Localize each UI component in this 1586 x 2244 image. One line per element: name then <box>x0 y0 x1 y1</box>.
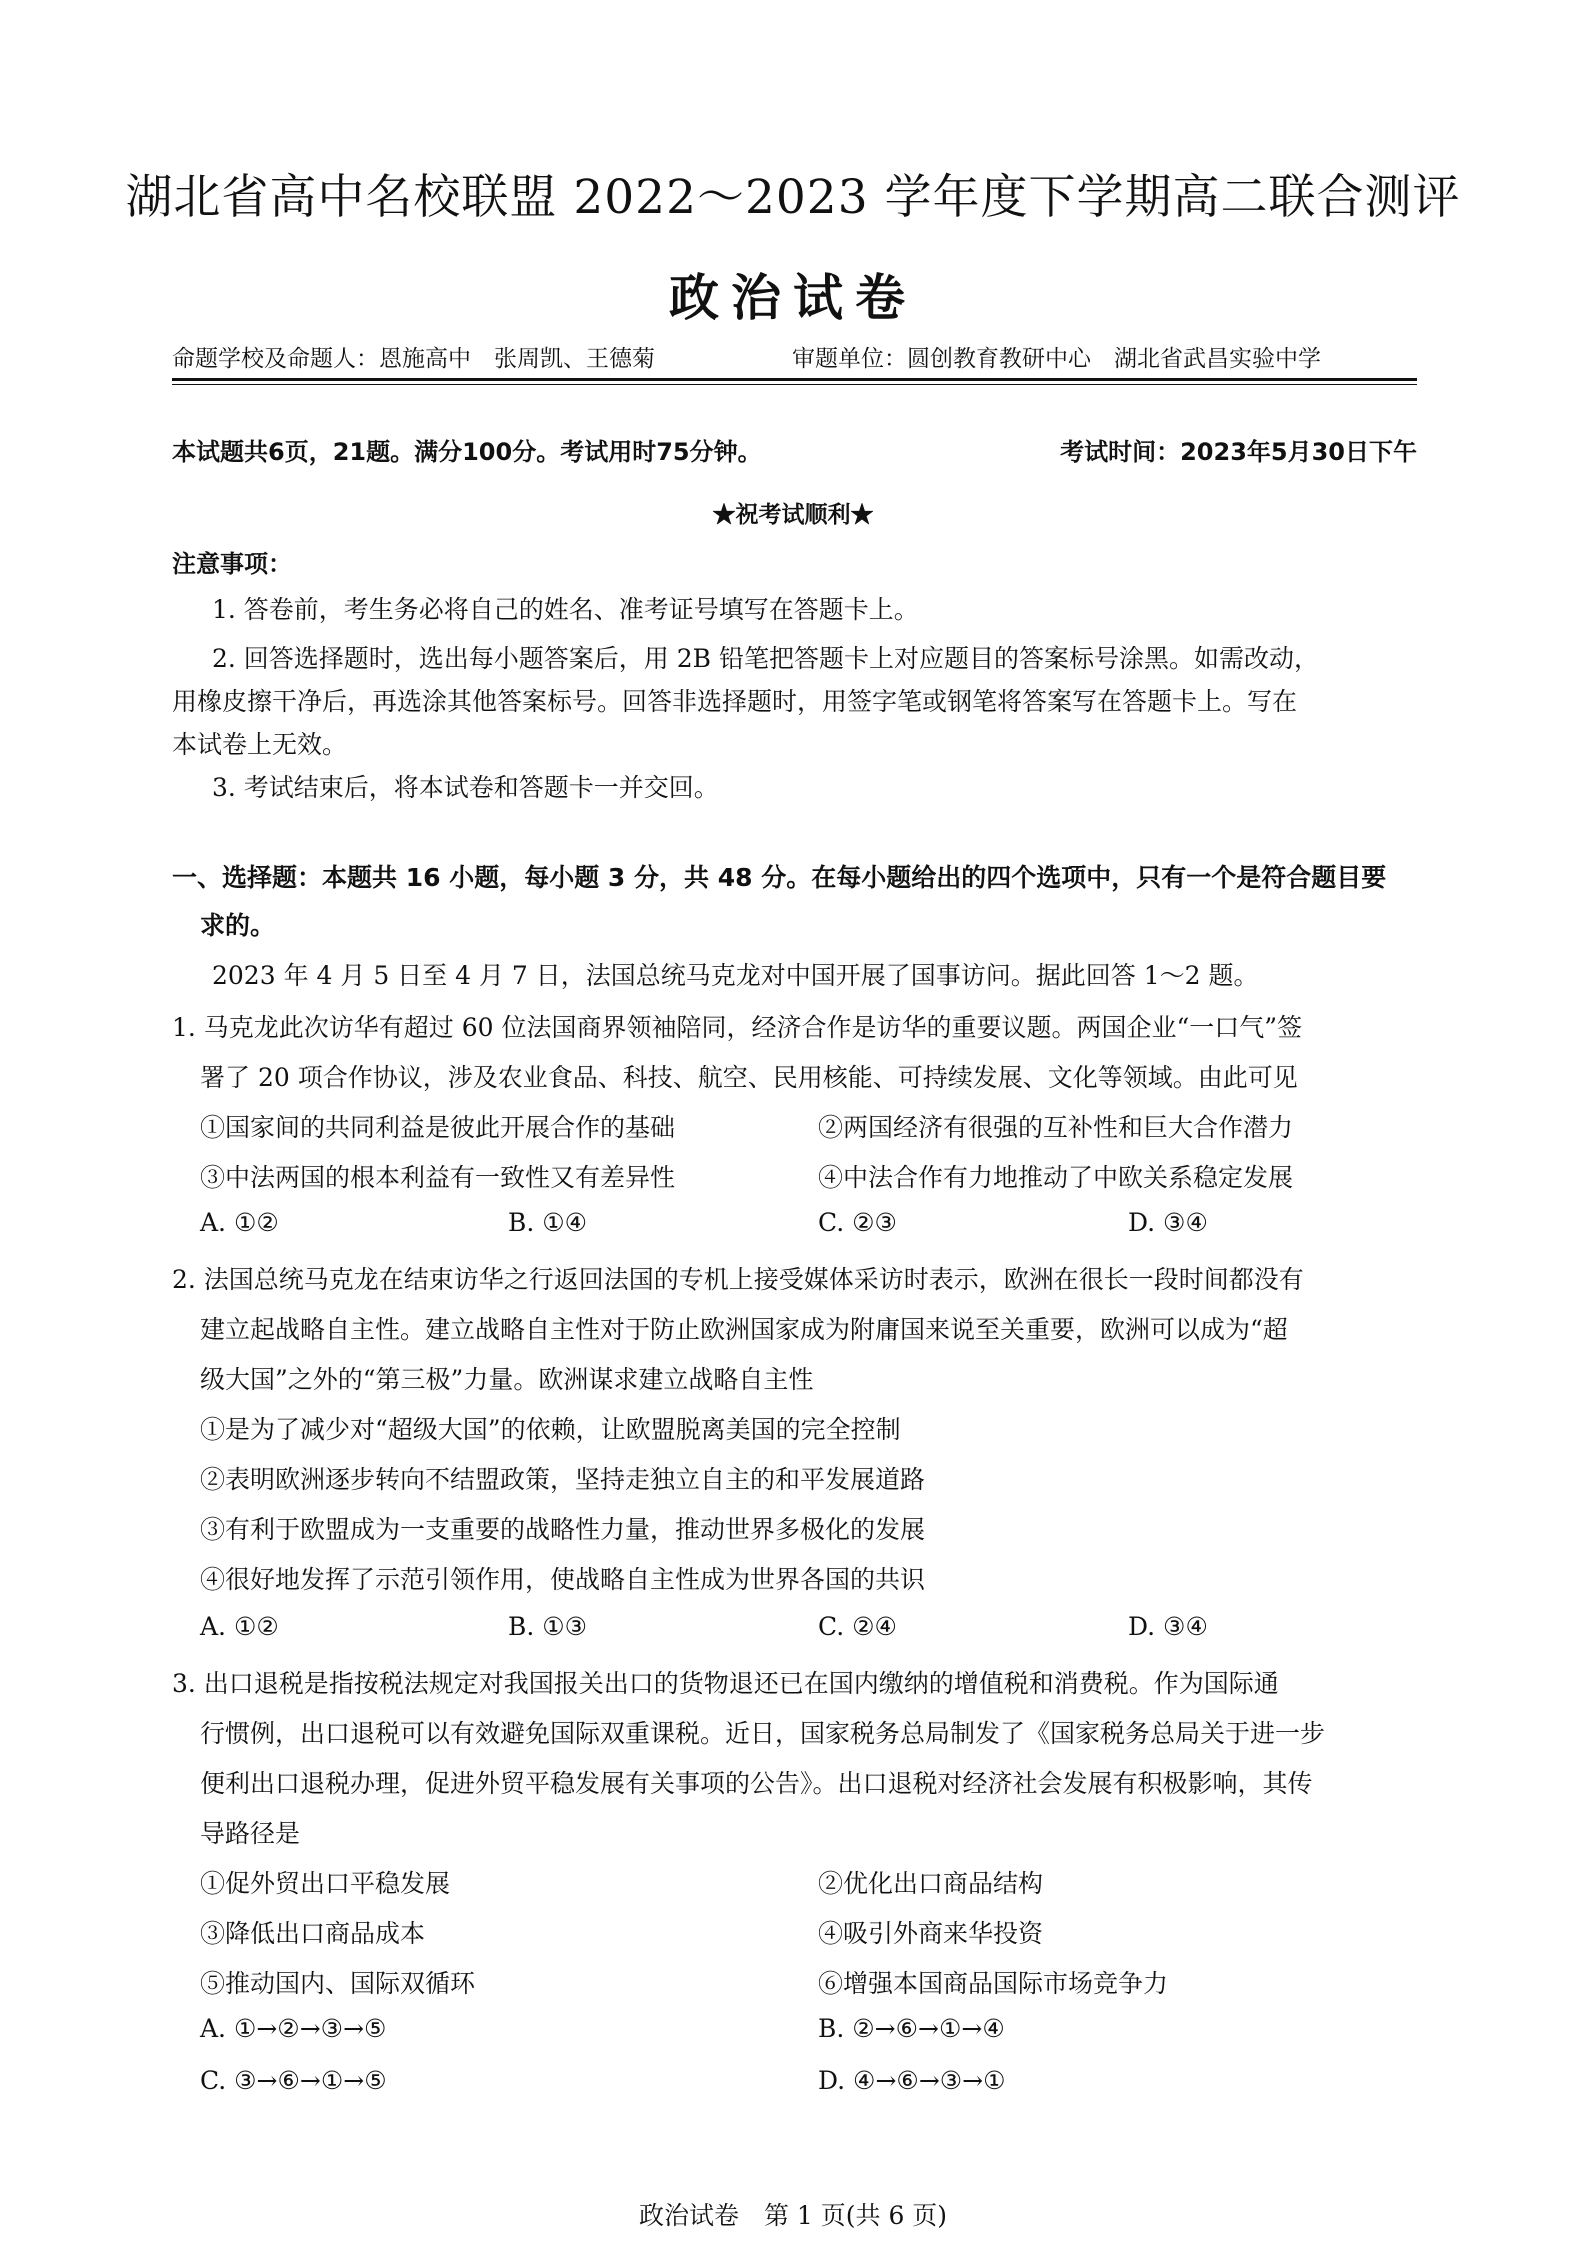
exam-subtitle: 政治试卷 <box>669 269 917 327</box>
note-item: 3. 考试结束后，将本试卷和答题卡一并交回。 <box>212 773 719 802</box>
q3-option-c: C. ③→⑥→①→⑤ <box>200 2066 387 2095</box>
q2-statement: ④很好地发挥了示范引领作用，使战略自主性成为世界各国的共识 <box>200 1565 926 1594</box>
q1-statement: ①国家间的共同利益是彼此开展合作的基础 <box>200 1113 676 1142</box>
q3-stem: 3. 出口退税是指按税法规定对我国报关出口的货物退还已在国内缴纳的增值税和消费税。作为国际通 <box>172 1669 1279 1698</box>
note-item: 用橡皮擦干净后，再选涂其他答案标号。回答非选择题时，用签字笔或钢笔将答案写在答题卡上。写在 <box>172 687 1298 716</box>
section-heading-cont: 求的。 <box>200 911 276 940</box>
q2-option-b: B. ①③ <box>508 1612 588 1641</box>
q3-stem: 便利出口退税办理，促进外贸平稳发展有关事项的公告》。出口退税对经济社会发展有积极影响，其传 <box>200 1769 1313 1798</box>
q1-statement: ②两国经济有很强的互补性和巨大合作潜力 <box>818 1113 1294 1142</box>
exam-info-left: 本试题共6页，21题。满分100分。考试用时75分钟。 <box>172 438 762 466</box>
q2-option-d: D. ③④ <box>1128 1612 1208 1641</box>
exam-info-line <box>172 432 1417 467</box>
q3-statement: ⑥增强本国商品国际市场竞争力 <box>818 1969 1169 1998</box>
divider-thick <box>172 378 1417 381</box>
q1-option-b: B. ①④ <box>508 1208 588 1237</box>
notes-title: 注意事项： <box>172 550 292 578</box>
q3-option-a: A. ①→②→③→⑤ <box>200 2014 387 2043</box>
q2-stem: 级大国”之外的“第三极”力量。欧洲谋求建立战略自主性 <box>200 1365 814 1394</box>
note-item: 本试卷上无效。 <box>172 730 348 759</box>
section-intro: 2023 年 4 月 5 日至 4 月 7 日，法国总统马克龙对中国开展了国事访问。据此回答 1～2 题。 <box>212 961 1259 990</box>
q3-statement: ④吸引外商来华投资 <box>818 1919 1044 1948</box>
page-footer: 政治试卷 第 1 页(共 6 页) <box>638 2201 948 2230</box>
exam-title: 湖北省高中名校联盟 2022～2023 学年度下学期高二联合测评 <box>125 170 1461 225</box>
q2-option-a: A. ①② <box>200 1612 279 1641</box>
note-item: 2. 回答选择题时，选出每小题答案后，用 2B 铅笔把答题卡上对应题目的答案标号涂黑。如需改动， <box>212 644 1319 673</box>
section-heading: 一、选择题：本题共 16 小题，每小题 3 分，共 48 分。在每小题给出的四个选项中，只有一个是符合题目要 <box>172 863 1387 892</box>
q1-stem: 署了 20 项合作协议，涉及农业食品、科技、航空、民用核能、可持续发展、文化等领域。由此可见 <box>200 1063 1298 1092</box>
good-luck-banner: ★祝考试顺利★ <box>712 501 874 528</box>
q2-statement: ①是为了减少对“超级大国”的依赖，让欧盟脱离美国的完全控制 <box>200 1415 901 1444</box>
q3-statement: ②优化出口商品结构 <box>818 1869 1044 1898</box>
q1-option-a: A. ①② <box>200 1208 279 1237</box>
q3-statement: ①促外贸出口平稳发展 <box>200 1869 451 1898</box>
exam-time: 考试时间：2023年5月30日下午 <box>1060 438 1417 466</box>
q1-option-c: C. ②③ <box>818 1208 897 1237</box>
reviewers: 审题单位：圆创教育教研中心 湖北省武昌实验中学 <box>792 346 1321 372</box>
authors: 命题学校及命题人：恩施高中 张周凯、王德菊 <box>172 346 655 372</box>
q2-stem: 2. 法国总统马克龙在结束访华之行返回法国的专机上接受媒体采访时表示，欧洲在很长一段时间都没有 <box>172 1265 1304 1294</box>
q3-statement: ③降低出口商品成本 <box>200 1919 426 1948</box>
q3-statement: ⑤推动国内、国际双循环 <box>200 1969 476 1998</box>
divider-thin <box>172 384 1417 385</box>
q2-statement: ③有利于欧盟成为一支重要的战略性力量，推动世界多极化的发展 <box>200 1515 926 1544</box>
q2-stem: 建立起战略自主性。建立战略自主性对于防止欧洲国家成为附庸国来说至关重要，欧洲可以成为“超 <box>200 1315 1288 1344</box>
q3-stem: 行惯例，出口退税可以有效避免国际双重课税。近日，国家税务总局制发了《国家税务总局关于进一步 <box>200 1719 1326 1748</box>
q3-option-b: B. ②→⑥→①→④ <box>818 2014 1005 2043</box>
q1-option-d: D. ③④ <box>1128 1208 1208 1237</box>
q2-statement: ②表明欧洲逐步转向不结盟政策，坚持走独立自主的和平发展道路 <box>200 1465 926 1494</box>
q3-option-d: D. ④→⑥→③→① <box>818 2066 1006 2095</box>
q1-stem: 1. 马克龙此次访华有超过 60 位法国商界领袖陪同，经济合作是访华的重要议题。两国企业“一口气”签 <box>172 1013 1303 1042</box>
q1-statement: ④中法合作有力地推动了中欧关系稳定发展 <box>818 1163 1294 1192</box>
authorship-line <box>172 340 1417 373</box>
q3-stem: 导路径是 <box>200 1819 301 1848</box>
note-item: 1. 答卷前，考生务必将自己的姓名、准考证号填写在答题卡上。 <box>212 595 919 624</box>
q2-option-c: C. ②④ <box>818 1612 897 1641</box>
q1-statement: ③中法两国的根本利益有一致性又有差异性 <box>200 1163 676 1192</box>
